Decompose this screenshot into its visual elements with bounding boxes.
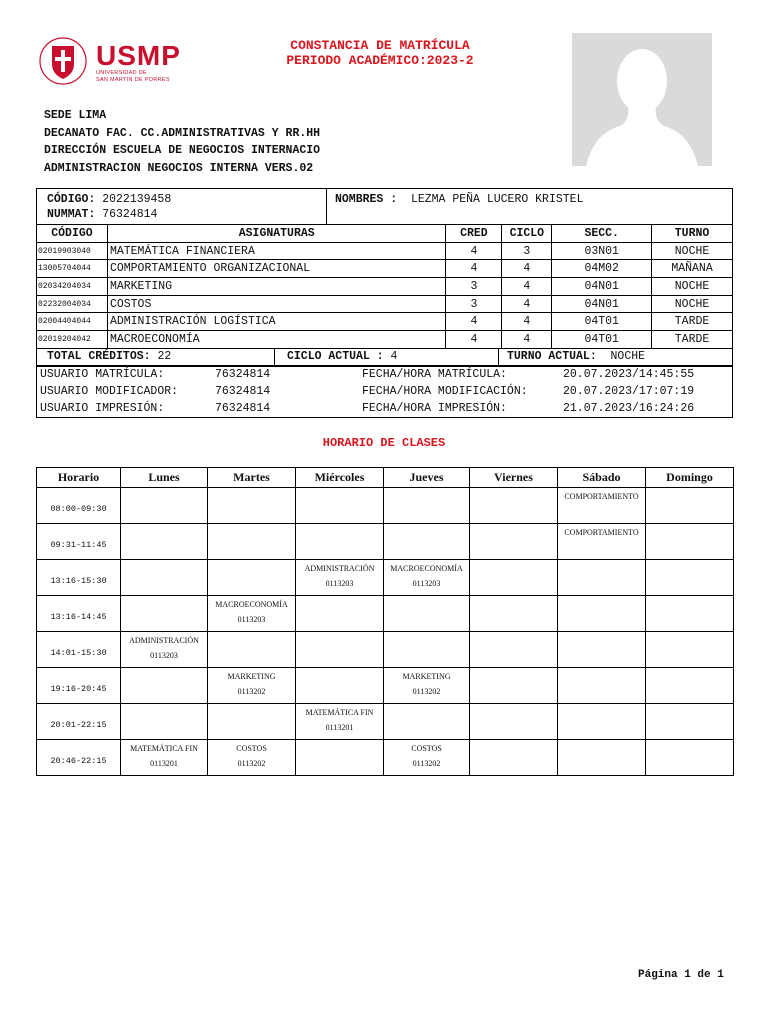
course-secc: 04N01 — [552, 295, 652, 313]
schedule-cell — [121, 632, 208, 668]
class-name: MARKETING — [402, 672, 451, 681]
time-slot: 09:31-11:45 — [37, 524, 121, 560]
schedule-cell — [121, 488, 208, 524]
schedule-row — [37, 524, 734, 560]
col-domingo: Domingo — [646, 468, 734, 488]
schedule-cell — [646, 560, 734, 596]
schedule-cell — [558, 488, 646, 524]
schedule-cell — [558, 740, 646, 776]
class-name: COSTOS — [236, 744, 267, 753]
table-row — [37, 331, 733, 349]
schedule-cell — [470, 668, 558, 704]
schedule-cell — [470, 632, 558, 668]
schedule-cell — [558, 560, 646, 596]
schedule-cell — [646, 740, 734, 776]
course-secc: 04T01 — [552, 313, 652, 331]
usmp-logo — [38, 36, 188, 86]
usuario-modificador-value: 76324814 — [215, 385, 271, 398]
course-secc: 04N01 — [552, 278, 652, 296]
fecha-modificacion-value: 20.07.2023/17:07:19 — [563, 385, 695, 398]
course-name: COMPORTAMIENTO ORGANIZACIONAL — [107, 260, 446, 278]
courses-table — [36, 224, 733, 349]
fecha-matricula-label: FECHA/HORA MATRÍCULA: — [362, 368, 507, 381]
col-ciclo: CICLO — [502, 225, 552, 243]
course-name: MARKETING — [107, 278, 446, 296]
faculty-info — [44, 107, 320, 177]
class-name: COSTOS — [411, 744, 442, 753]
schedule-cell — [208, 632, 296, 668]
class-room: 0113201 — [150, 759, 178, 768]
schedule-cell — [296, 524, 384, 560]
class-room: 0113201 — [325, 723, 354, 732]
class-room: 0113203 — [150, 651, 178, 660]
schedule-cell — [208, 740, 296, 776]
schedule-cell — [646, 524, 734, 560]
schedule-cell — [646, 632, 734, 668]
schedule-row — [37, 740, 734, 776]
class-name: COMPORTAMIENTO — [564, 528, 639, 537]
schedule-row — [37, 668, 734, 704]
class-name: MARKETING — [227, 672, 276, 681]
schedule-header-row — [37, 468, 734, 488]
class-room: 0113202 — [237, 759, 266, 768]
course-cred: 4 — [446, 260, 502, 278]
course-code: 02019903040 — [37, 242, 108, 260]
time-slot: 08:00-09:30 — [37, 488, 121, 524]
decanato-line: DECANATO FAC. CC.ADMINISTRATIVAS Y RR.HH — [44, 126, 321, 140]
nombres-field: NOMBRES : LEZMA PEÑA LUCERO KRISTEL — [335, 193, 584, 206]
class-name: MATEMÁTICA FIN — [130, 744, 198, 753]
table-row — [37, 260, 733, 278]
time-slot: 13:16-15:30 — [37, 560, 121, 596]
course-ciclo: 4 — [502, 331, 552, 349]
course-secc: 03N01 — [552, 242, 652, 260]
schedule-cell — [470, 740, 558, 776]
class-name: COMPORTAMIENTO — [564, 492, 639, 501]
schedule-row — [37, 560, 734, 596]
course-cred: 3 — [446, 278, 502, 296]
usuario-impresion-value: 76324814 — [215, 402, 271, 415]
col-horario: Horario — [37, 468, 121, 488]
class-room: 0113203 — [412, 579, 441, 588]
title-line: CONSTANCIA DE MATRÍCULA — [290, 38, 470, 53]
course-secc: 04M02 — [552, 260, 652, 278]
courses-header-row — [37, 225, 733, 243]
schedule-cell — [470, 704, 558, 740]
course-ciclo: 4 — [502, 260, 552, 278]
schedule-cell — [646, 668, 734, 704]
schedule-cell — [208, 704, 296, 740]
schedule-cell — [296, 632, 384, 668]
col-asignaturas: ASIGNATURAS — [107, 225, 446, 243]
col-sabado: Sábado — [558, 468, 646, 488]
course-secc: 04T01 — [552, 331, 652, 349]
schedule-cell — [384, 668, 470, 704]
class-name: ADMINISTRACIÓN — [304, 564, 375, 573]
schedule-cell — [384, 488, 470, 524]
schedule-cell — [384, 704, 470, 740]
course-ciclo: 4 — [502, 278, 552, 296]
fecha-modificacion-label: FECHA/HORA MODIFICACIÓN: — [362, 385, 528, 398]
course-name: MATEMÁTICA FINANCIERA — [107, 242, 446, 260]
program-line: ADMINISTRACION NEGOCIOS INTERNA VERS.02 — [44, 161, 314, 175]
time-slot: 14:01-15:30 — [37, 632, 121, 668]
time-slot: 19:16-20:45 — [37, 668, 121, 704]
schedule-cell — [121, 560, 208, 596]
fecha-impresion-label: FECHA/HORA IMPRESIÓN: — [362, 402, 507, 415]
schedule-row — [37, 488, 734, 524]
schedule-title: HORARIO DE CLASES — [322, 436, 446, 450]
schedule-cell — [296, 704, 384, 740]
class-room: 0113203 — [325, 579, 354, 588]
class-room: 0113203 — [237, 615, 266, 624]
course-turno: NOCHE — [652, 242, 733, 260]
student-photo — [572, 33, 712, 166]
nummat-field: NUMMAT: 76324814 — [47, 208, 158, 221]
col-miercoles: Miércoles — [296, 468, 384, 488]
table-row — [37, 242, 733, 260]
course-code: 02004404044 — [37, 313, 108, 331]
col-codigo: CÓDIGO — [37, 225, 108, 243]
schedule-cell — [470, 488, 558, 524]
sede-line: SEDE LIMA — [44, 109, 107, 122]
ciclo-actual: CICLO ACTUAL : 4 — [287, 350, 398, 363]
course-name: COSTOS — [107, 295, 446, 313]
schedule-cell — [384, 632, 470, 668]
class-name: MACROECONOMÍA — [390, 564, 463, 573]
shield-icon — [38, 36, 88, 86]
col-martes: Martes — [208, 468, 296, 488]
course-turno: TARDE — [652, 331, 733, 349]
schedule-cell — [121, 704, 208, 740]
course-cred: 3 — [446, 295, 502, 313]
schedule-cell — [208, 524, 296, 560]
document-title — [230, 38, 530, 68]
schedule-cell — [121, 524, 208, 560]
schedule-cell — [470, 596, 558, 632]
direccion-line: DIRECCIÓN ESCUELA DE NEGOCIOS INTERNACIO — [44, 144, 321, 157]
course-ciclo: 4 — [502, 295, 552, 313]
schedule-cell — [208, 560, 296, 596]
course-cred: 4 — [446, 242, 502, 260]
schedule-cell — [296, 560, 384, 596]
schedule-cell — [558, 704, 646, 740]
course-turno: NOCHE — [652, 295, 733, 313]
course-ciclo: 3 — [502, 242, 552, 260]
col-secc: SECC. — [552, 225, 652, 243]
col-turno: TURNO — [652, 225, 733, 243]
schedule-cell — [296, 740, 384, 776]
schedule-cell — [558, 524, 646, 560]
schedule-cell — [208, 668, 296, 704]
class-room: 0113202 — [412, 759, 441, 768]
total-creditos: TOTAL CRÉDITOS: 22 — [47, 350, 172, 363]
codigo-field: CÓDIGO: 2022139458 — [47, 193, 172, 206]
course-turno: MAÑANA — [652, 260, 733, 278]
course-cred: 4 — [446, 331, 502, 349]
course-code: 02019204042 — [37, 331, 108, 349]
schedule-cell — [384, 524, 470, 560]
schedule-cell — [470, 560, 558, 596]
col-viernes: Viernes — [470, 468, 558, 488]
schedule-cell — [121, 668, 208, 704]
schedule-cell — [296, 488, 384, 524]
usuario-matricula-value: 76324814 — [215, 368, 271, 381]
class-room: 0113202 — [412, 687, 441, 696]
course-turno: TARDE — [652, 313, 733, 331]
class-name: MACROECONOMÍA — [215, 600, 288, 609]
turno-actual: TURNO ACTUAL: NOCHE — [507, 350, 646, 363]
schedule-cell — [208, 488, 296, 524]
col-jueves: Jueves — [384, 468, 470, 488]
table-row — [37, 278, 733, 296]
schedule-cell — [384, 740, 470, 776]
course-name: ADMINISTRACIÓN LOGÍSTICA — [107, 313, 446, 331]
schedule-cell — [208, 596, 296, 632]
schedule-cell — [384, 560, 470, 596]
course-code: 02034204034 — [37, 278, 108, 296]
class-name: MATEMÁTICA FIN — [305, 708, 374, 717]
period-line: PERIODO ACADÉMICO:2023-2 — [286, 53, 474, 68]
time-slot: 20:46-22:15 — [37, 740, 121, 776]
schedule-cell — [296, 668, 384, 704]
schedule-cell — [558, 596, 646, 632]
course-turno: NOCHE — [652, 278, 733, 296]
schedule-table — [36, 467, 734, 776]
fecha-impresion-value: 21.07.2023/16:24:26 — [563, 402, 695, 415]
schedule-cell — [121, 740, 208, 776]
schedule-row — [37, 632, 734, 668]
schedule-cell — [121, 596, 208, 632]
course-code: 13005704044 — [37, 260, 108, 278]
col-cred: CRED — [446, 225, 502, 243]
time-slot: 13:16-14:45 — [37, 596, 121, 632]
table-row — [37, 313, 733, 331]
course-ciclo: 4 — [502, 313, 552, 331]
schedule-cell — [470, 524, 558, 560]
usuario-matricula: USUARIO MATRÍCULA: — [40, 368, 165, 381]
schedule-row — [37, 596, 734, 632]
logo-brand: USMP — [96, 40, 181, 71]
course-name: MACROECONOMÍA — [107, 331, 446, 349]
schedule-cell — [384, 596, 470, 632]
logo-subtitle: UNIVERSIDAD DE SAN MARTÍN DE PORRES — [96, 70, 170, 83]
course-cred: 4 — [446, 313, 502, 331]
schedule-cell — [558, 668, 646, 704]
class-room: 0113202 — [237, 687, 266, 696]
usuario-modificador: USUARIO MODIFICADOR: — [40, 385, 179, 398]
schedule-cell — [646, 596, 734, 632]
course-code: 02232004034 — [37, 295, 108, 313]
col-lunes: Lunes — [121, 468, 208, 488]
page-number: Página 1 de 1 — [638, 969, 724, 981]
class-name: ADMINISTRACIÓN — [129, 636, 199, 645]
table-row — [37, 295, 733, 313]
time-slot: 20:01-22:15 — [37, 704, 121, 740]
schedule-row — [37, 704, 734, 740]
schedule-cell — [646, 704, 734, 740]
usuario-impresion: USUARIO IMPRESIÓN: — [40, 402, 165, 415]
fecha-matricula-value: 20.07.2023/14:45:55 — [563, 368, 695, 381]
avatar-silhouette-icon — [572, 33, 712, 166]
schedule-cell — [646, 488, 734, 524]
schedule-cell — [558, 632, 646, 668]
schedule-cell — [296, 596, 384, 632]
